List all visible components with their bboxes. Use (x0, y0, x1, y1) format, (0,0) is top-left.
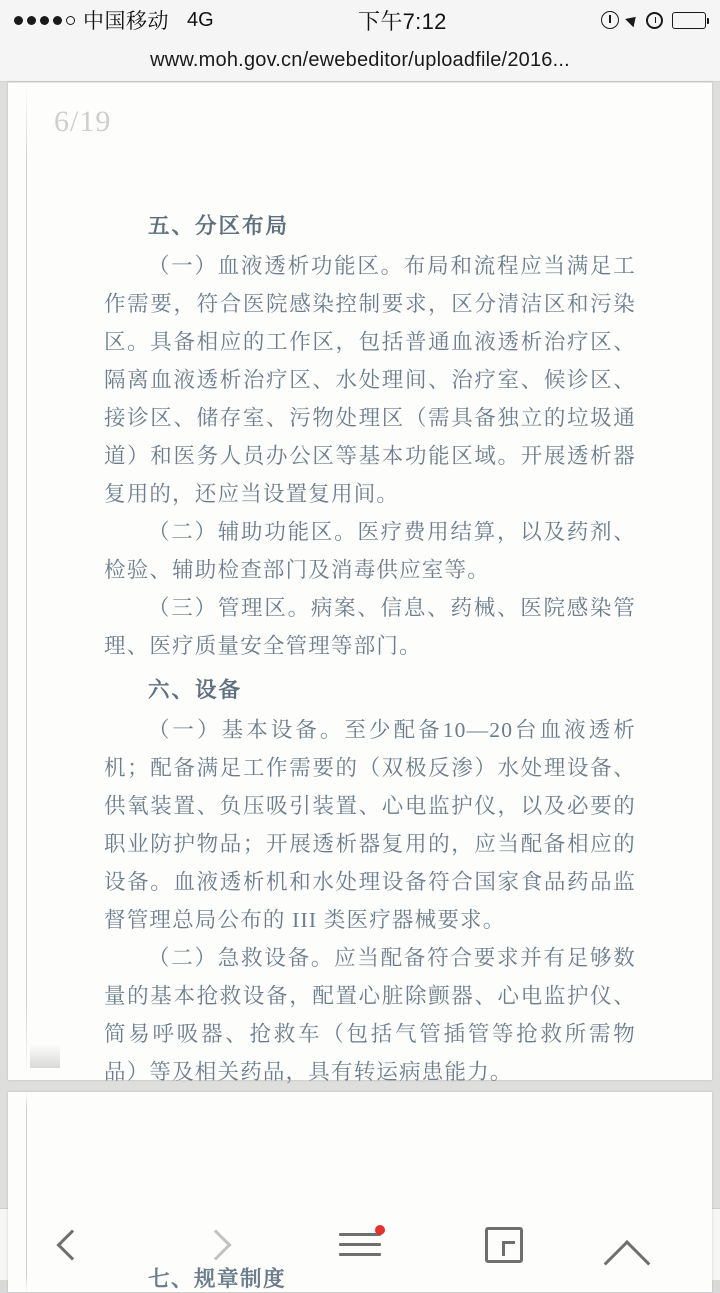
tabs-icon (485, 1227, 523, 1263)
menu-button[interactable] (315, 1215, 405, 1275)
scan-smudge (30, 1044, 60, 1068)
back-chevron-icon (56, 1229, 87, 1260)
url-text: www.moh.gov.cn/ewebeditor/uploadfile/2016... (150, 49, 570, 71)
status-bar-left (14, 5, 214, 35)
section-heading: 六、设备 (148, 678, 243, 702)
alarm-clock-icon (646, 12, 663, 29)
notification-badge (375, 1225, 385, 1235)
paragraph: （三）管理区。病案、信息、药械、医院感染管理、医疗质量安全管理等部门。 (104, 596, 636, 658)
page-indicator: 6/19 (54, 105, 112, 138)
address-bar[interactable] (0, 40, 720, 82)
document-viewer[interactable] (0, 82, 720, 1291)
back-button[interactable] (27, 1215, 117, 1275)
battery-icon (672, 12, 706, 29)
carrier-label: 中国移动 (83, 10, 169, 33)
forward-button[interactable] (171, 1215, 261, 1275)
network-type-label: 4G (187, 8, 214, 31)
location-arrow-icon (625, 13, 640, 28)
scan-edge-line (26, 83, 27, 1080)
section-heading: 五、分区布局 (148, 214, 290, 238)
status-bar-right (601, 11, 706, 29)
paragraph: （二）急救设备。应当配备符合要求并有足够数量的基本抢救设备，配置心脏除颤器、心电监护仪、简易呼吸器、抢救车（包括气管插管等抢救所需物品）等及相关药品，具有转运病患能力。 (104, 946, 636, 1084)
next-page-heading: 七、规章制度 (148, 1267, 287, 1291)
status-bar (0, 0, 720, 40)
paragraph: （一）血液透析功能区。布局和流程应当满足工作需要，符合医院感染控制要求，区分清洁区和污染区。具备相应的工作区，包括普通血液透析治疗区、隔离血液透析治疗区、水处理间、治疗室、候诊区、接诊区、储存室、污物处理区（需具备独立的垃圾通道）和医务人员办公区等基本功能区域。开展透析器复用的，还应当设置复用间。 (104, 254, 636, 506)
forward-chevron-icon (200, 1229, 231, 1260)
paragraph: （二）辅助功能区。医疗费用结算，以及药剂、检验、辅助检查部门及消毒供应室等。 (104, 520, 636, 582)
home-icon (627, 1228, 669, 1262)
browser-toolbar (0, 1208, 720, 1280)
menu-icon (339, 1233, 381, 1256)
paragraph: （一）基本设备。至少配备10—20台血液透析机；配备满足工作需要的（双极反渗）水处理设备、供氧装置、负压吸引装置、心电监护仪，以及必要的职业防护物品；开展透析器复用的，应当配备相应的设备。血液透析机和水处理设备符合国家食品药品监督管理总局公布的 III 类医疗器械要求。 (104, 718, 636, 932)
clock-label: 下午7:12 (358, 8, 447, 34)
home-button[interactable] (603, 1215, 693, 1275)
document-page-current (8, 82, 712, 1084)
rotation-lock-icon (601, 11, 619, 29)
tabs-button[interactable] (459, 1215, 549, 1275)
signal-strength-icon (14, 16, 75, 25)
